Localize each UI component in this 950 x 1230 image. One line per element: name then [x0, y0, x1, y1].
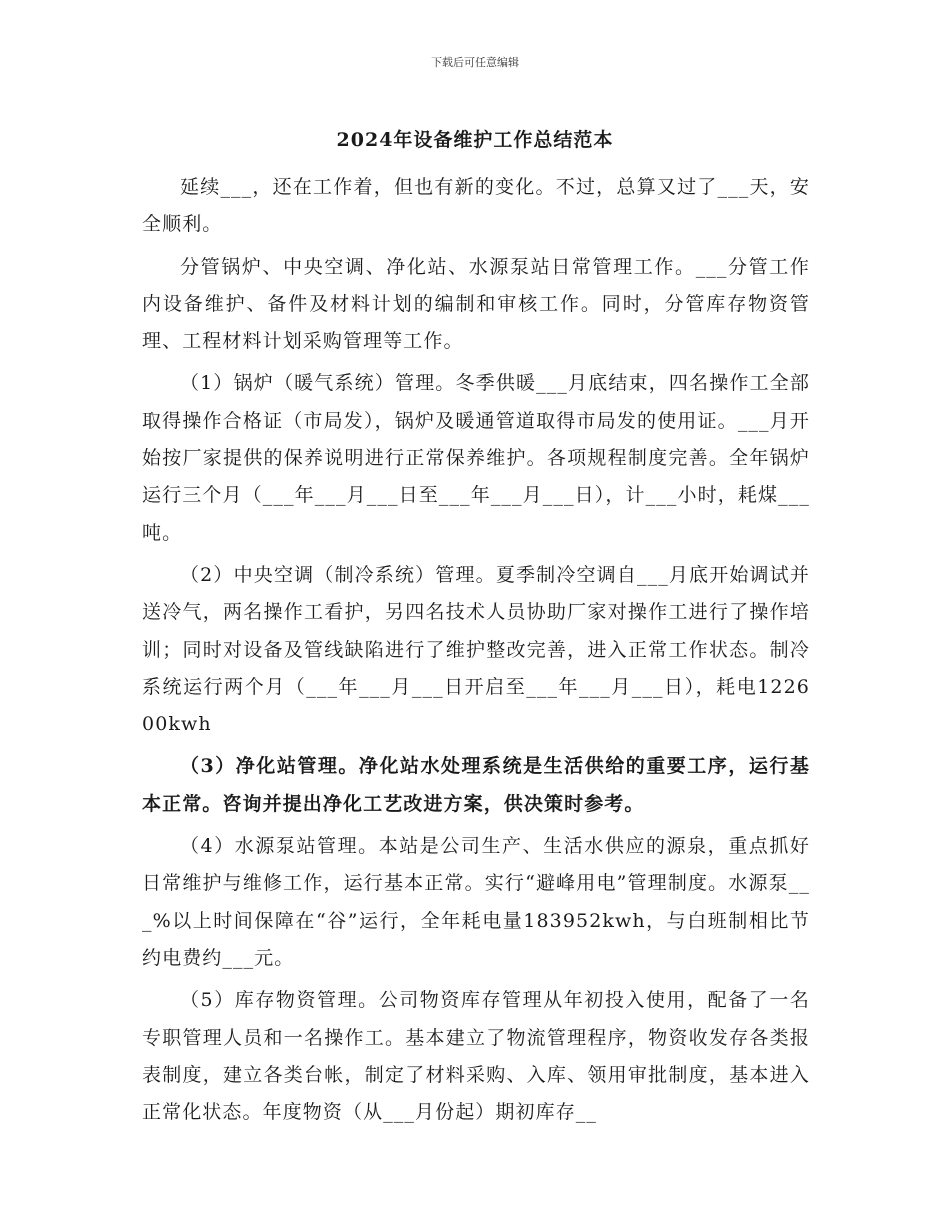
paragraph-inventory: （5）库存物资管理。公司物资库存管理从年初投入使用，配备了一名专职管理人员和一名操作工。基本建立了物流管理程序，物资收发存各类报表制度，建立各类台帐，制定了材料采购、入库、领用审批制度，基本进入正常化状态。年度物资（从___月份起）期初库存__: [142, 989, 810, 1124]
header-note: 下载后可任意编辑: [431, 56, 519, 69]
paragraph-water-pump-station: （4）水源泵站管理。本站是公司生产、生活水供应的源泉，重点抓好日常维护与维修工作，运行基本正常。实行“避峰用电”管理制度。水源泵___%以上时间保障在“谷”运行，全年耗电量183952kwh，与白班制相比节约电费约___元。: [142, 835, 810, 969]
document-title: 2024年设备维护工作总结范本: [336, 129, 614, 151]
paragraph-responsibilities: 分管锅炉、中央空调、净化站、水源泵站日常管理工作。___分管工作内设备维护、备件及材料计划的编制和审核工作。同时，分管库存物资管理、工程材料计划采购管理等工作。: [142, 255, 810, 353]
paragraph-boiler: （1）锅炉（暖气系统）管理。冬季供暖___月底结束，四名操作工全部取得操作合格证（市局发），锅炉及暖通管道取得市局发的使用证。___月开始按厂家提供的保养说明进行正常保养维护。各项规程制度完善。全年锅炉运行三个月（___年___月___日至___年___月___日），计___小时，耗煤___吨。: [142, 372, 810, 544]
paragraph-air-conditioning: （2）中央空调（制冷系统）管理。夏季制冷空调自___月底开始调试并送冷气，两名操作工看护，另四名技术人员协助厂家对操作工进行了操作培训；同时对设备及管线缺陷进行了维护整改完善，进入正常工作状态。制冷系统运行两个月（___年___月___日开启至___年___月___日），耗电122600kwh: [142, 563, 810, 736]
paragraph-intro: 延续___，还在工作着，但也有新的变化。不过，总算又过了___天，安全顺利。: [142, 176, 810, 236]
document-body: [142, 169, 810, 1136]
paragraph-purification-station: （3）净化站管理。净化站水处理系统是生活供给的重要工序，运行基本正常。咨询并提出净化工艺改进方案，供决策时参考。: [142, 755, 810, 815]
